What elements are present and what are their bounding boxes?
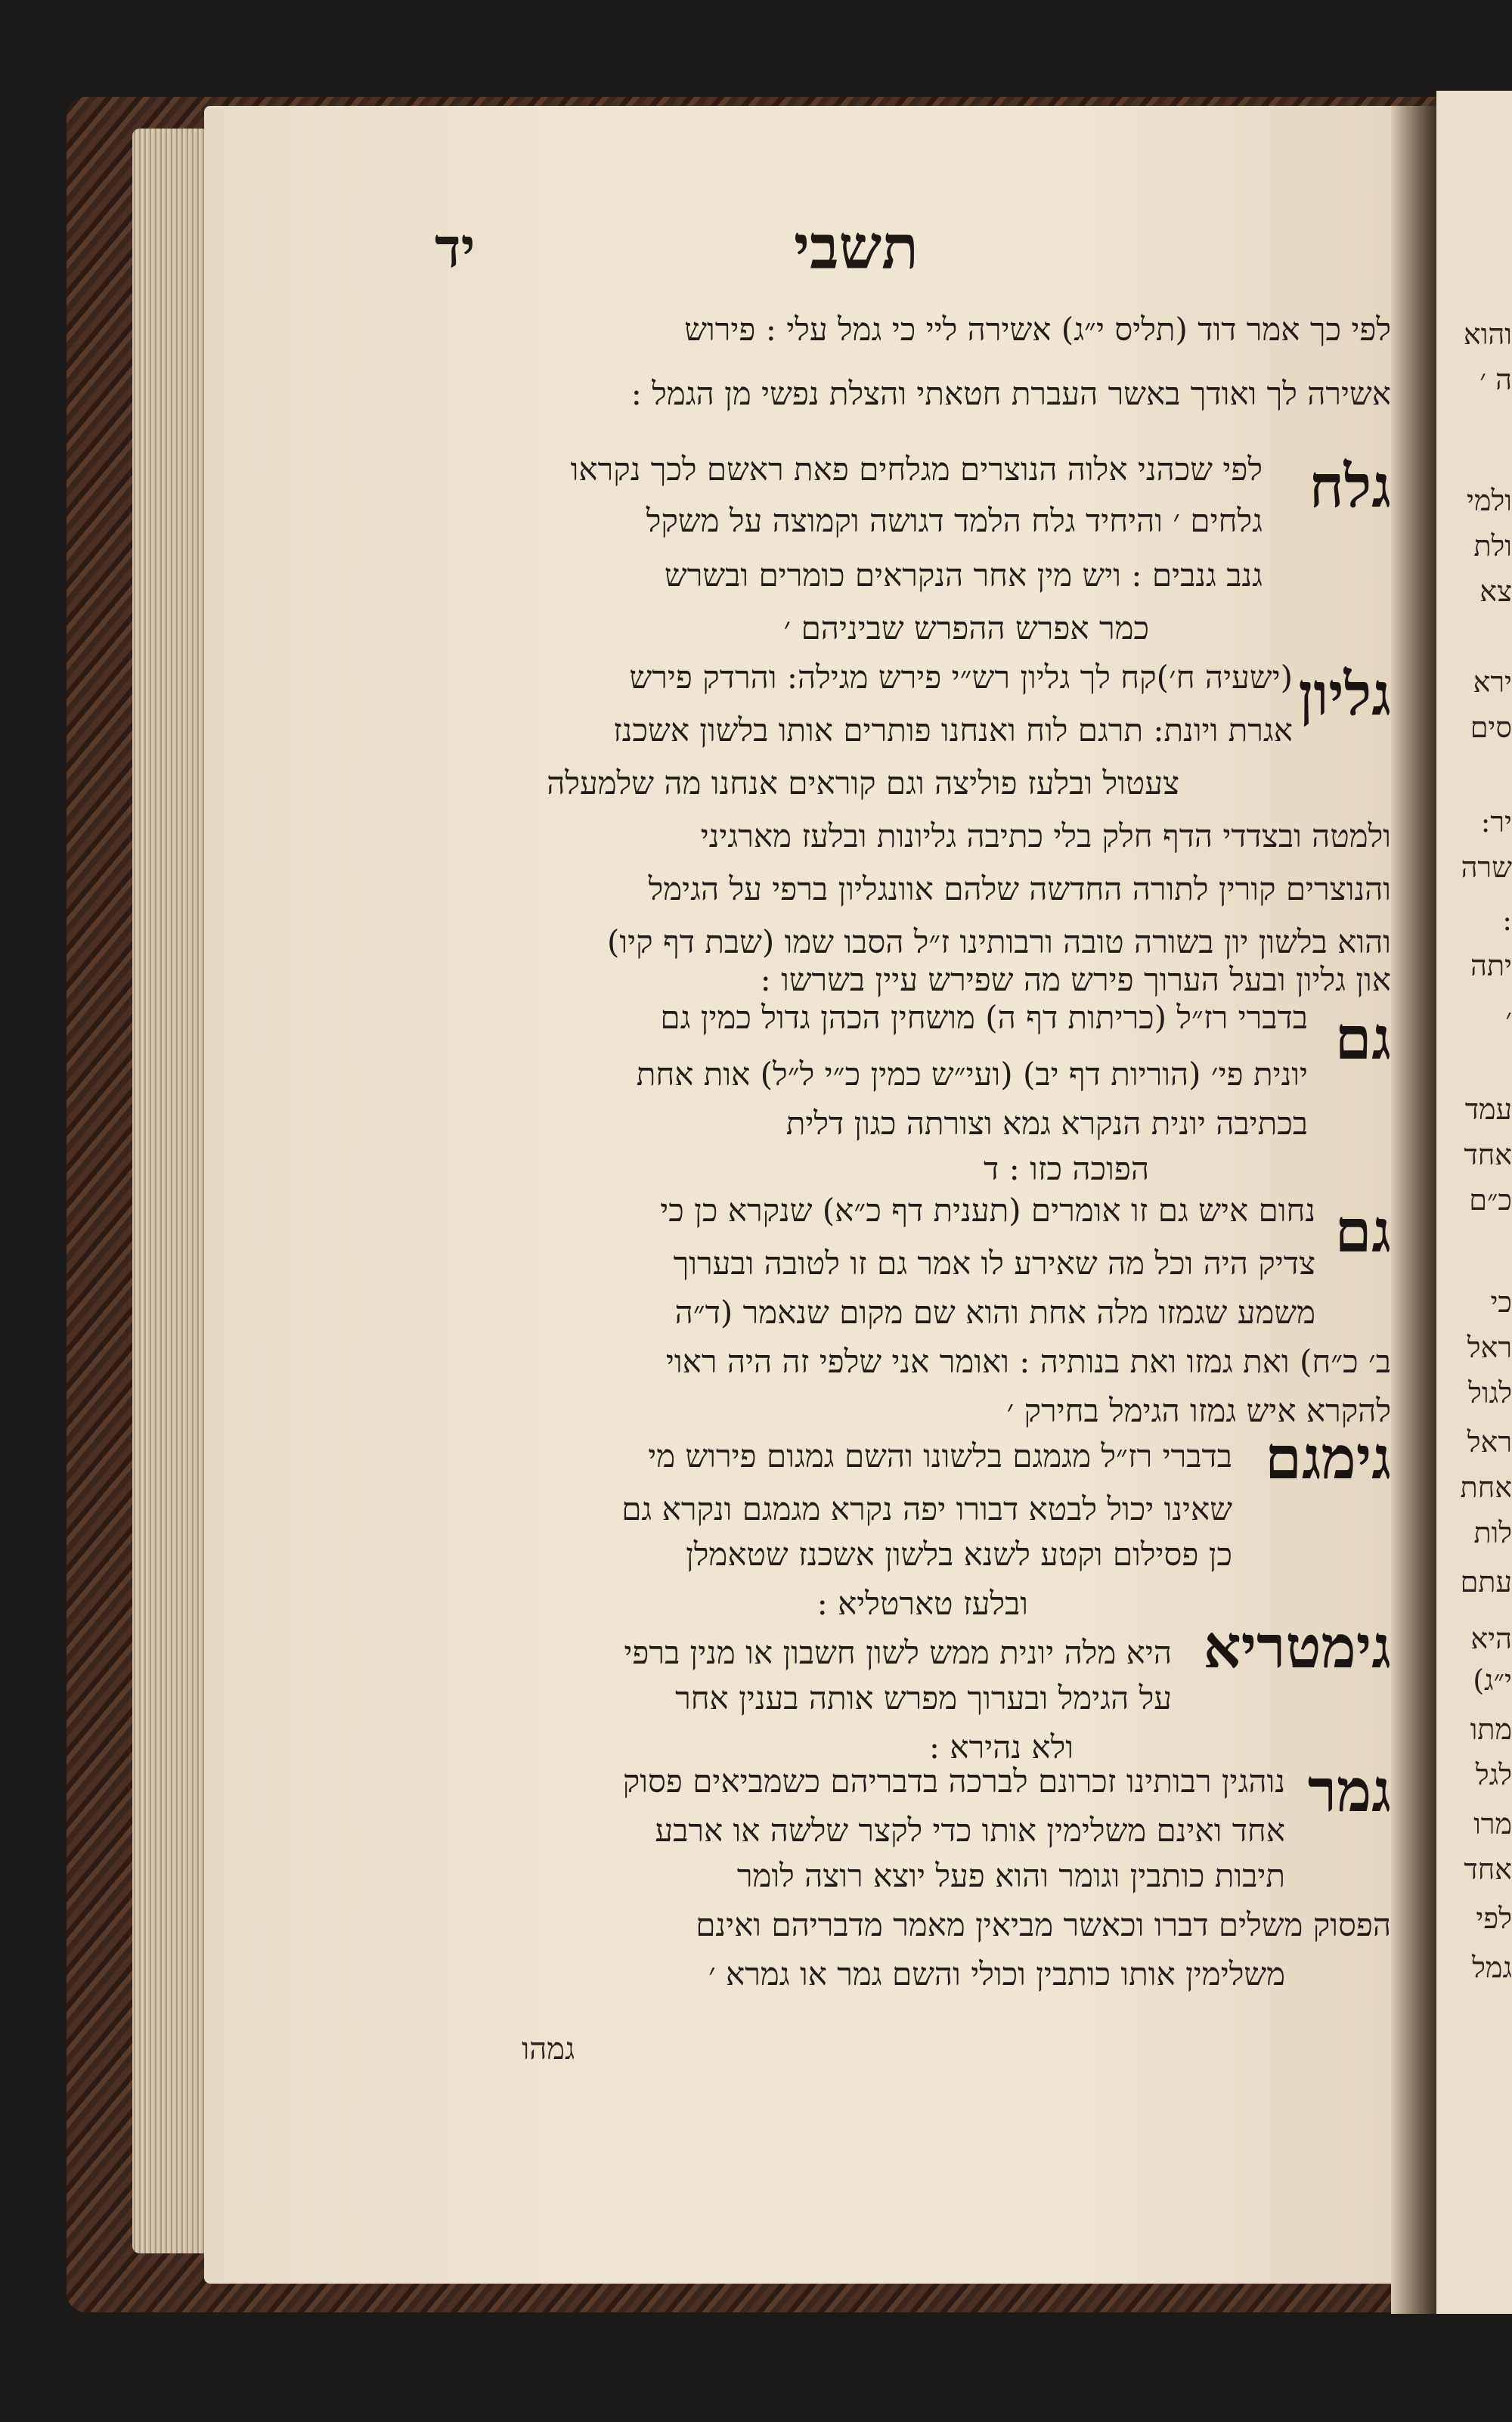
entry-headword: גמר xyxy=(1307,1757,1391,1825)
facing-page-fragment: אחד xyxy=(1464,1138,1512,1171)
entry-line: ב׳ כ״ח) ואת גמזו ואת בנותיה : ואומר אני שלפי זה היה ראוי xyxy=(665,1343,1391,1380)
facing-page-fragment: כי xyxy=(1490,1285,1512,1319)
entry-line: על הגימל ובערוך מפרש אותה בענין אחר xyxy=(675,1679,1172,1716)
facing-page-fragment: ולמי xyxy=(1467,484,1512,517)
facing-page-fragment: ראל xyxy=(1467,1425,1512,1459)
entry-line: כן פסילום וקטע לשנא בלשון אשכנז שטאמלן xyxy=(686,1536,1232,1573)
entry-line: כמר אפרש ההפרש שביניהם ׳ xyxy=(783,609,1149,647)
entry-line: צדיק היה וכל מה שאירע לו אמר גם זו לטובה ובערוך xyxy=(673,1245,1315,1282)
entry-line: גנב גנבים : ויש מין אחר הנקראים כומרים ובשרש xyxy=(665,557,1263,594)
entry-line: ולא נהירא : xyxy=(928,1729,1074,1766)
page-gutter xyxy=(1391,106,1436,2314)
entry-line: לפי שכהני אלוה הנוצרים מגלחים פאת ראשם לכך נקראו xyxy=(570,451,1263,488)
entry-line: און גליון ובעל הערוך פירש מה שפירש עיין בשרשו : xyxy=(760,961,1391,998)
facing-page-fragment: מתו xyxy=(1470,1713,1512,1746)
facing-page-fragment: והוא xyxy=(1463,318,1512,351)
entry-line: והוא בלשון יון בשורה טובה ורבותינו ז״ל הסבו שמו (שבת דף קיו) xyxy=(607,923,1391,960)
entry-line: הפסוק משלים דברו וכאשר מביאין מאמר מדבריהם ואינם xyxy=(696,1906,1391,1943)
facing-page-fragment: לפי xyxy=(1476,1902,1512,1935)
entry-line: בכתיבה יונית הנקרא גמא וצורתה כגון דלית xyxy=(785,1105,1308,1142)
entry-line: ובלעז טארטליא : xyxy=(816,1585,1028,1622)
facing-page-fragment: אחת xyxy=(1460,1471,1512,1504)
facing-page-fragment: היא xyxy=(1470,1622,1512,1655)
facing-page-fragment: כ״ם xyxy=(1469,1183,1512,1217)
facing-page xyxy=(1436,91,1512,2314)
entry-line: תיבות כותבין וגומר והוא פעל יוצא רוצה לומר xyxy=(736,1857,1285,1894)
entry-line: אחד ואינם משלימין אותו כדי לקצר שלשה או ארבע xyxy=(655,1812,1285,1849)
entry-line: שאינו יכול לבטא דבורו יפה נקרא מגמגם ונקרא גם xyxy=(621,1490,1232,1527)
facing-page-fragment: אחד xyxy=(1464,1853,1512,1886)
entry-line: משלימין אותו כותבין וכולי והשם גמר או גמרא ׳ xyxy=(708,1955,1285,1992)
entry-line: (ישעיה ח׳)קח לך גליון רש״י פירש מגילה: והרדק פירש xyxy=(629,659,1293,696)
entry-line: בדברי רז״ל מגמגם בלשונו והשם גמגום פירוש מי xyxy=(648,1437,1232,1475)
entry-line: להקרא איש גמזו הגימל בחירק ׳ xyxy=(1006,1392,1391,1429)
facing-page-fragment: ולת xyxy=(1473,529,1512,563)
facing-page-fragment: ירא xyxy=(1473,665,1512,699)
facing-page-fragment: שרה xyxy=(1461,851,1512,884)
facing-page-fragment: עתם xyxy=(1460,1565,1512,1599)
entry-line: צעטול ובלעז פוליצה וגם קוראים אנחנו מה שלמעלה xyxy=(547,764,1179,802)
page-number: יד xyxy=(435,216,476,280)
page-title: תשבי xyxy=(794,212,919,283)
facing-page-fragment: גמל xyxy=(1472,1951,1512,1984)
entry-headword: גם xyxy=(1334,1197,1391,1266)
entry-headword: גם xyxy=(1334,1004,1391,1073)
facing-page-fragment: לות xyxy=(1473,1516,1512,1549)
facing-page-fragment: מרו xyxy=(1473,1807,1512,1841)
entry-headword: גליון xyxy=(1298,660,1391,729)
facing-page-fragment: סים xyxy=(1470,711,1512,744)
facing-page-fragment: לגול xyxy=(1468,1376,1512,1409)
catchword: גמהו xyxy=(522,2032,575,2067)
entry-line: הפוכה כזו : ד xyxy=(984,1150,1149,1187)
entry-line: משמע שגמזו מלה אחת והוא שם מקום שנאמר (ד״ה xyxy=(674,1294,1315,1331)
facing-page-fragment: צא xyxy=(1479,575,1512,608)
facing-page-fragment: ה ׳ xyxy=(1479,363,1512,396)
entry-line: והנוצרים קורין לתורה החדשה שלהם אוונגליון ברפי על הגימל xyxy=(648,870,1391,907)
facing-page-fragment: י״ג) xyxy=(1473,1664,1512,1697)
entry-line: בדברי רז״ל (כריתות דף ה) מושחין הכהן גדול כמין גם xyxy=(660,999,1308,1036)
facing-page-fragment: יר: xyxy=(1480,805,1512,839)
facing-page-fragment: לגל xyxy=(1475,1758,1512,1791)
intro-line: אשירה לך ואודך באשר העברת חטאתי והצלת נפשי מן הגמל : xyxy=(631,375,1391,412)
facing-page-fragment: עמד xyxy=(1464,1093,1512,1126)
entry-line: נוהגין רבותינו זכרונם לברכה בדבריהם כשמביאים פסוק xyxy=(622,1763,1285,1800)
intro-line: לפי כך אמר דוד (תליס י״ג) אשירה ליי כי גמל עלי : פירוש xyxy=(684,311,1391,348)
entry-line: יונית פי׳ (הוריות דף יב) (ועי״ש כמין כ״י ל״ל) אות אחת xyxy=(636,1056,1308,1093)
entry-line: ולמטה ובצדדי הדף חלק בלי כתיבה גליונות ובלעז מארגיני xyxy=(700,817,1391,854)
entry-line: אגרת ויונת: תרגם לוח ואנחנו פותרים אותו בלשון אשכנז xyxy=(613,712,1293,749)
entry-headword: גימגם xyxy=(1265,1424,1391,1493)
facing-page-fragment: יתה xyxy=(1470,949,1512,982)
facing-page-fragment: : xyxy=(1502,904,1512,937)
entry-line: נחום איש גם זו אומרים (תענית דף כ״א) שנקרא כן כי xyxy=(660,1192,1315,1229)
entry-headword: גימטריא xyxy=(1203,1613,1391,1682)
facing-page-fragment: ׳ xyxy=(1505,1002,1512,1035)
entry-line: היא מלה יונית ממש לשון חשבון או מנין ברפי xyxy=(624,1634,1172,1671)
facing-page-fragment: ראל xyxy=(1467,1331,1512,1364)
entry-line: גלחים ׳ והיחיד גלח הלמד דגושה וקמוצה על משקל xyxy=(646,502,1263,539)
entry-headword: גלח xyxy=(1309,452,1391,521)
